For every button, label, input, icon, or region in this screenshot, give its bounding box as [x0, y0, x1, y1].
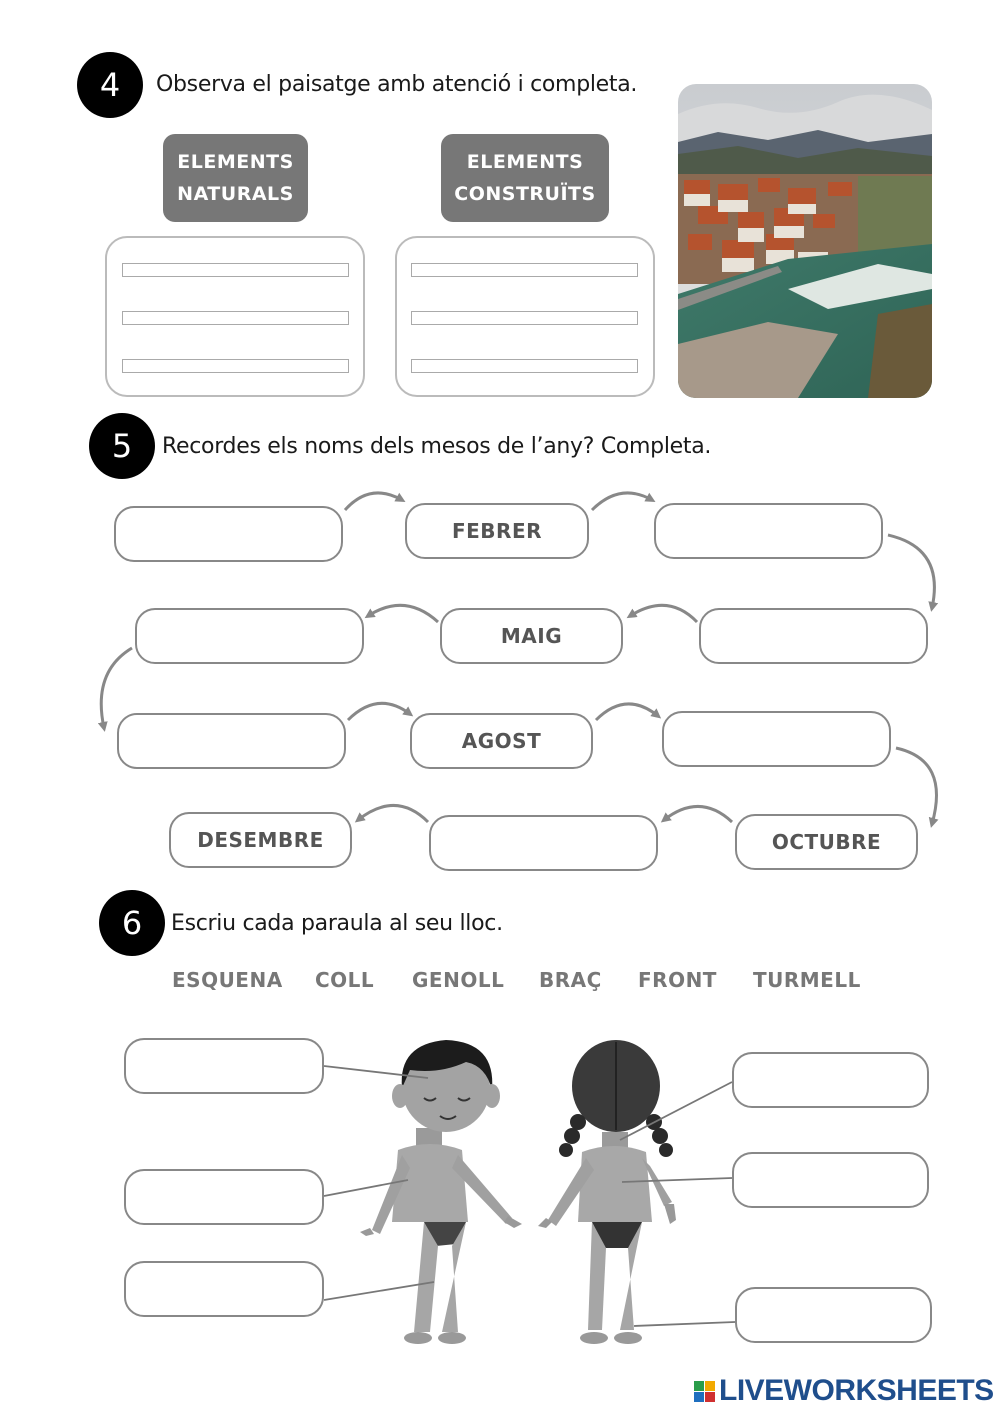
exercise-6-number: 6 [99, 890, 165, 956]
month-febrer: FEBRER [405, 503, 589, 559]
liveworksheets-mark-icon [694, 1381, 715, 1402]
word-turmell: TURMELL [753, 968, 861, 992]
tag-built-line2: CONSTRUÏTS [454, 183, 596, 205]
word-esquena: ESQUENA [172, 968, 283, 992]
tag-natural-line1: ELEMENTS [177, 151, 294, 173]
month-desembre: DESEMBRE [169, 812, 352, 868]
exercise-5-instruction: Recordes els noms dels mesos de l’any? Completa. [162, 434, 712, 459]
month-maig: MAIG [440, 608, 623, 664]
boy-front-figure [360, 1040, 522, 1344]
girl-back-figure [538, 1040, 676, 1344]
tag-built-line1: ELEMENTS [466, 151, 584, 173]
month-agost: AGOST [410, 713, 593, 769]
word-front: FRONT [638, 968, 717, 992]
word-coll: COLL [315, 968, 375, 992]
exercise-4-instruction: Observa el paisatge amb atenció i completa. [156, 72, 638, 97]
exercise-4-number: 4 [77, 52, 143, 118]
word-brac: BRAÇ [539, 968, 602, 992]
tag-natural-line2: NATURALS [177, 183, 294, 205]
exercise-5-number: 5 [89, 413, 155, 479]
logo-text: LIVEWORKSHEETS [719, 1374, 994, 1407]
month-octubre: OCTUBRE [735, 814, 918, 870]
liveworksheets-logo [694, 1374, 994, 1408]
exercise-6-instruction: Escriu cada paraula al seu lloc. [171, 911, 503, 936]
word-genoll: GENOLL [412, 968, 505, 992]
